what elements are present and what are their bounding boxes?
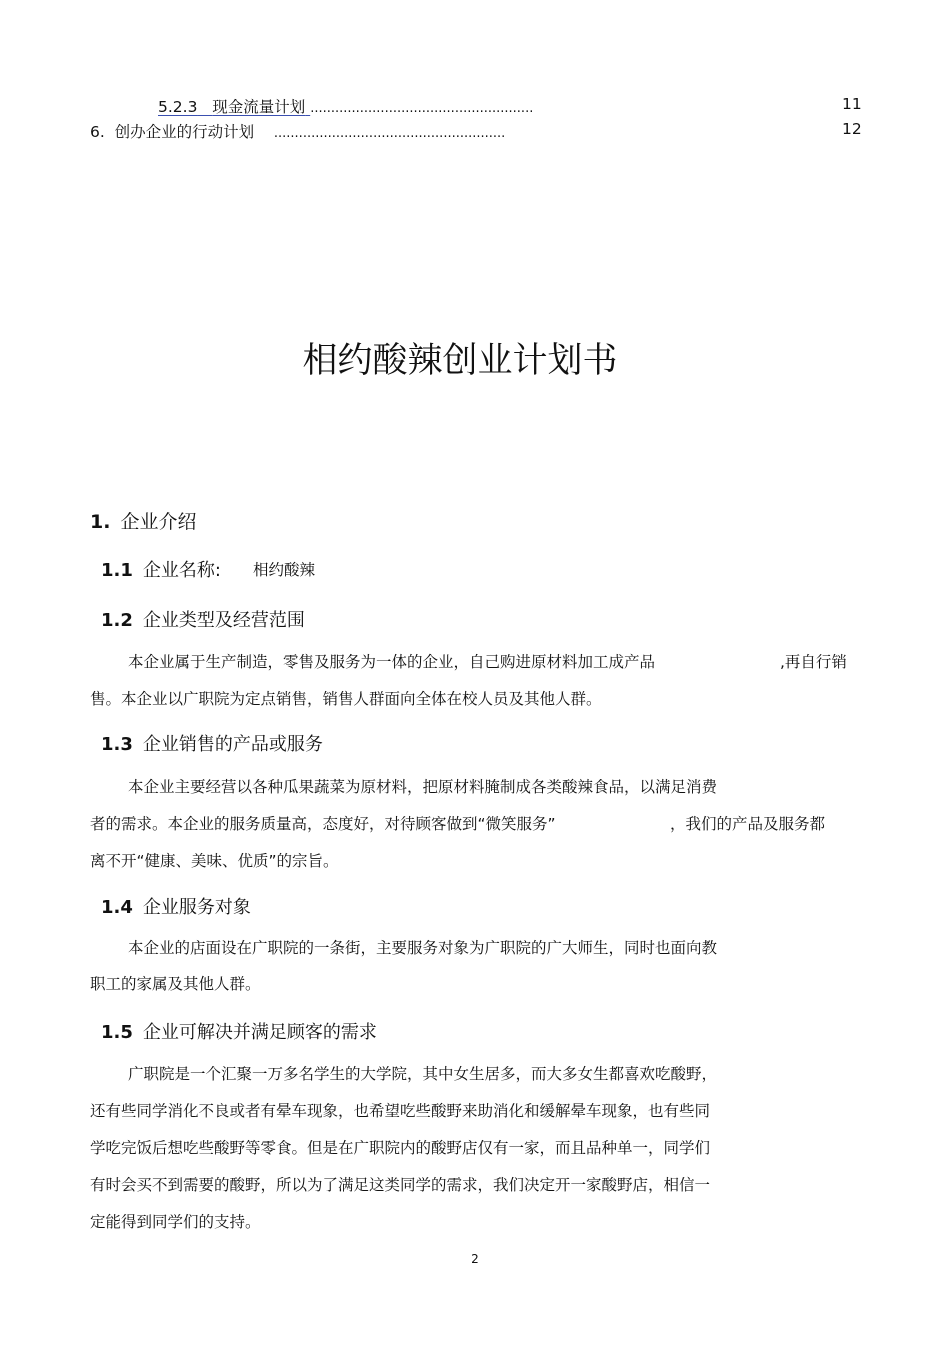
subsection-heading [101,556,221,582]
subsection-title: 企业服务对象 [142,897,251,918]
toc-leader: ...................................................... [310,101,534,116]
toc-label: 创办企业的行动计划 [114,123,255,141]
subsection-number: 1.4 [101,897,133,918]
paragraph-line: 离不开“健康、美味、优质”的宗旨。 [90,852,339,870]
subsection-number: 1.1 [101,560,133,581]
toc-leader: ........................................................ [273,126,506,141]
paragraph-line: 还有些同学消化不良或者有晕车现象，也希望吃些酸野来助消化和缓解晕车现象，也有些同 [90,1102,711,1120]
section-heading [90,507,196,534]
section-title: 企业介绍 [120,511,197,533]
paragraph-line: 售。本企业以广职院为定点销售，销售人群面向全体在校人员及其他人群。 [90,690,602,708]
subsection-heading [101,606,305,632]
paragraph-line: 学吃完饭后想吃些酸野等零食。但是在广职院内的酸野店仅有一家，而且品种单一，同学们 [90,1139,711,1157]
toc-page: 12 [842,120,862,138]
paragraph-line: ，我们的产品及服务都 [670,815,826,833]
subsection-title: 企业销售的产品或服务 [142,734,323,755]
toc-link[interactable] [158,98,310,116]
section-number: 1. [90,511,111,533]
paragraph-line: 本企业属于生产制造，零售及服务为一体的企业，自己购进原材料加工成产品 [128,653,656,671]
subsection-title: 企业名称: [142,560,221,581]
subsection-number: 1.2 [101,610,133,631]
paragraph-line: 本企业主要经营以各种瓜果蔬菜为原材料，把原材料腌制成各类酸辣食品，以满足消费 [128,778,718,796]
subsection-heading [101,893,251,919]
paragraph-line: 职工的家属及其他人群。 [90,975,261,993]
toc-entry-6[interactable] [90,120,505,142]
subsection-heading [101,730,323,756]
toc-number: 6. [90,123,105,141]
paragraph-line: 本企业的店面设在广职院的一条街，主要服务对象为广职院的广大师生，同时也面向教 [128,939,718,957]
subsection-title: 企业可解决并满足顾客的需求 [142,1022,377,1043]
toc-label: 现金流量计划 [212,98,306,116]
paragraph-line: 定能得到同学们的支持。 [90,1213,261,1231]
paragraph-line: 有时会买不到需要的酸野，所以为了满足这类同学的需求，我们决定开一家酸野店，相信一 [90,1176,711,1194]
paragraph-line: ,再自行销 [780,653,847,671]
page-number: 2 [471,1252,479,1266]
document-title: 相约酸辣创业计划书 [302,341,618,381]
subsection-title: 企业类型及经营范围 [142,610,305,631]
toc-entry-5-2-3[interactable] [158,95,533,117]
subsection-number: 1.3 [101,734,133,755]
subsection-heading [101,1018,377,1044]
subsection-number: 1.5 [101,1022,133,1043]
paragraph-line: 广职院是一个汇聚一万多名学生的大学院，其中女生居多，而大多女生都喜欢吃酸野， [128,1065,718,1083]
toc-page: 11 [842,95,862,113]
toc-number: 5.2.3 [158,98,198,116]
paragraph-line: 者的需求。本企业的服务质量高，态度好，对待顾客做到“微笑服务” [90,815,556,833]
company-name-value: 相约酸辣 [253,561,316,579]
